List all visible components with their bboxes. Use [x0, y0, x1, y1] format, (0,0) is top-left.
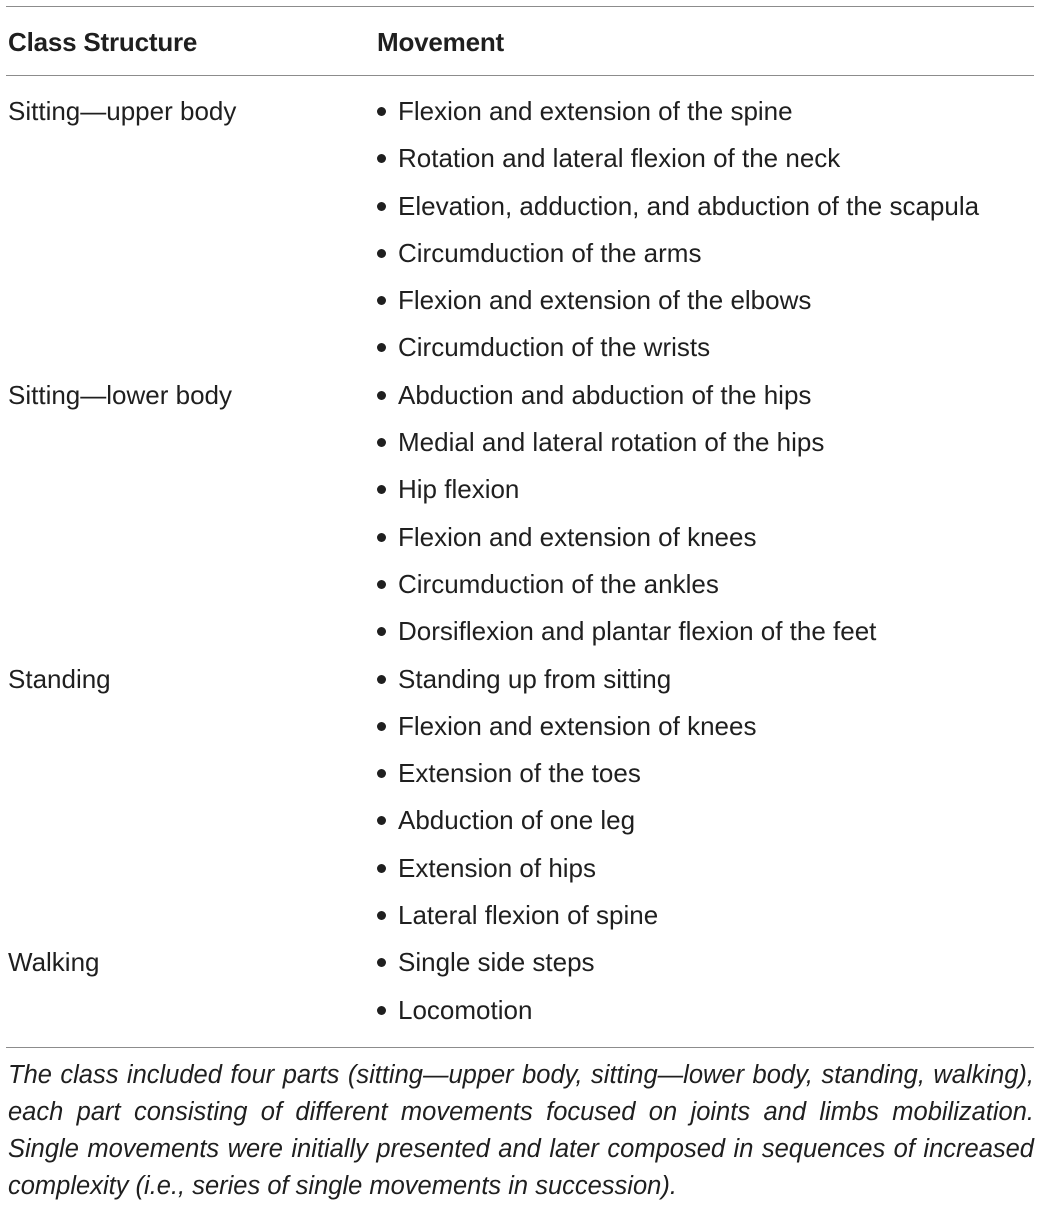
table-footnote: The class included four parts (sitting—upper body, sitting—lower body, standing, walking), each part consisting of different movements focused on joints and limbs mobilization. Single movements were initially presented and later composed in sequences of increased complexity (i.e., series of single movements in succession). [8, 1061, 1034, 1200]
movement-text: Flexion and extension of knees [398, 521, 757, 552]
movement-cell [377, 946, 595, 978]
bullet-icon [377, 816, 386, 825]
movement-cell [377, 95, 793, 127]
table-row [0, 420, 1040, 467]
table-row [0, 136, 1040, 183]
table-row [0, 798, 1040, 845]
movement-text: Flexion and extension of knees [398, 710, 757, 741]
table-row [0, 609, 1040, 656]
table-row [0, 893, 1040, 940]
bullet-icon [377, 627, 386, 636]
movement-cell [377, 899, 658, 931]
movement-text: Lateral flexion of spine [398, 900, 659, 931]
table-row [0, 467, 1040, 514]
movement-text: Circumduction of the wrists [398, 332, 711, 363]
table-row [0, 231, 1040, 278]
table-body [0, 89, 1040, 1035]
movement-text: Medial and lateral rotation of the hips [398, 427, 825, 458]
movement-cell [377, 142, 840, 174]
movement-text: Hip flexion [398, 474, 520, 505]
bullet-icon [377, 296, 386, 305]
table-row [0, 325, 1040, 372]
movement-text: Extension of hips [398, 852, 597, 883]
bullet-icon [377, 391, 386, 400]
class-structure-cell: Standing [8, 663, 111, 694]
movement-text: Rotation and lateral flexion of the neck [398, 143, 841, 174]
bullet-icon [377, 154, 386, 163]
table-row [0, 988, 1040, 1035]
bullet-icon [377, 343, 386, 352]
movement-text: Single side steps [398, 947, 595, 978]
class-structure-cell: Sitting—upper body [8, 96, 237, 126]
bullet-icon [377, 769, 386, 778]
movement-text: Standing up from sitting [398, 663, 672, 694]
table-top-rule [6, 6, 1034, 7]
movement-cell [377, 379, 811, 411]
table-row [0, 89, 1040, 136]
bullet-icon [377, 958, 386, 967]
movement-cell [377, 804, 635, 836]
class-structure-cell: Sitting—lower body [8, 379, 232, 410]
bullet-icon [377, 107, 386, 116]
movement-text: Abduction of one leg [398, 805, 636, 836]
movement-cell [377, 568, 719, 600]
bullet-icon [377, 722, 386, 731]
table-row [0, 940, 1040, 987]
movement-cell [377, 852, 596, 884]
table-row [0, 184, 1040, 231]
movement-text: Flexion and extension of the spine [398, 96, 793, 126]
movement-cell [377, 615, 876, 647]
movement-cell [377, 473, 519, 505]
movement-text: Flexion and extension of the elbows [398, 285, 812, 316]
movement-cell [377, 521, 756, 553]
bullet-icon [377, 249, 386, 258]
movement-text: Dorsiflexion and plantar flexion of the feet [398, 616, 877, 647]
table-row [0, 373, 1040, 420]
table-row [0, 515, 1040, 562]
bullet-icon [377, 675, 386, 684]
table-row [0, 751, 1040, 798]
table-header-row [0, 20, 1040, 64]
header-class-structure: Class Structure [8, 27, 198, 57]
movement-cell [377, 284, 811, 316]
class-structure-cell: Walking [8, 947, 100, 978]
movement-text: Elevation, adduction, and abduction of the scapula [398, 190, 980, 221]
movement-cell [377, 757, 641, 789]
table-row [0, 278, 1040, 325]
movement-cell [377, 663, 671, 695]
movement-cell [377, 710, 756, 742]
table-bottom-rule [6, 1047, 1034, 1048]
movement-text: Locomotion [398, 994, 533, 1025]
bullet-icon [377, 580, 386, 589]
movement-cell [377, 331, 710, 363]
movement-cell [377, 994, 532, 1026]
bullet-icon [377, 533, 386, 542]
table-row [0, 657, 1040, 704]
movement-cell [377, 426, 824, 458]
bullet-icon [377, 1006, 386, 1015]
movement-text: Circumduction of the ankles [398, 568, 719, 599]
movement-text: Extension of the toes [398, 758, 641, 789]
movement-text: Circumduction of the arms [398, 237, 702, 268]
bullet-icon [377, 911, 386, 920]
header-movement: Movement [377, 27, 504, 57]
table-header-rule [6, 75, 1034, 76]
bullet-icon [377, 202, 386, 211]
bullet-icon [377, 864, 386, 873]
bullet-icon [377, 438, 386, 447]
movement-cell [377, 190, 979, 222]
movement-cell [377, 237, 701, 269]
movement-text: Abduction and abduction of the hips [398, 379, 812, 410]
bullet-icon [377, 485, 386, 494]
table-row [0, 846, 1040, 893]
table-row [0, 562, 1040, 609]
table-row [0, 704, 1040, 751]
